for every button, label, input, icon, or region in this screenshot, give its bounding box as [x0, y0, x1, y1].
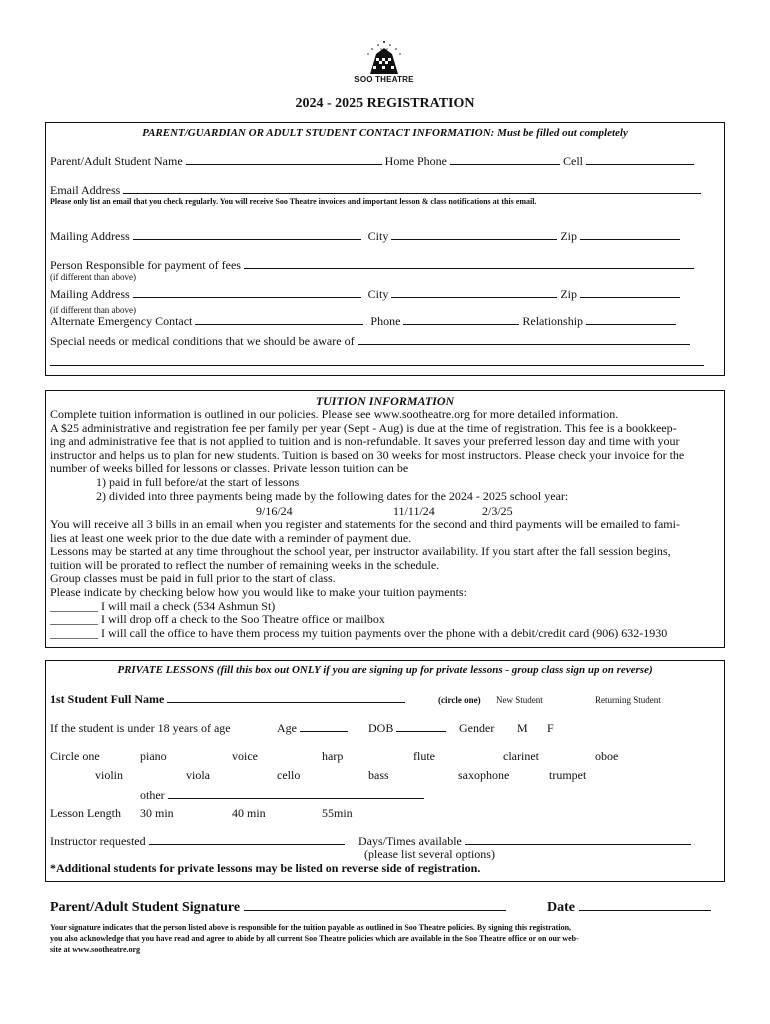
signature-field[interactable] — [244, 898, 506, 911]
logo-text: SOO THEATRE — [354, 75, 414, 84]
email-row — [50, 183, 701, 198]
email-field[interactable] — [123, 183, 701, 194]
instrument-saxophone[interactable]: saxophone — [458, 768, 510, 782]
tuition-line: lies at least one week prior to the due date with a reminder of payment due. — [50, 530, 412, 545]
due-date-2: 11/11/24 — [393, 504, 435, 518]
responsible-field[interactable] — [244, 258, 694, 269]
phone-field[interactable] — [403, 314, 519, 325]
name-field[interactable] — [186, 154, 382, 165]
under18-label: If the student is under 18 years of age — [50, 721, 231, 735]
tuition-line: Lessons may be started at any time throughout the school year, per instructor availability. If you start after the fall session begins, — [50, 544, 671, 559]
age-field[interactable] — [300, 721, 348, 732]
dob-row — [368, 721, 446, 736]
length-30[interactable]: 30 min — [140, 806, 174, 820]
signature-note-line: Your signature indicates that the person listed above is responsible for the tuition payable as outlined in Soo Theatre policies. By signing this registration, — [50, 923, 572, 932]
tuition-line: Complete tuition information is outlined in our policies. Please see www.sootheatre.org for more detailed information. — [50, 407, 619, 421]
instrument-oboe[interactable]: oboe — [595, 749, 619, 763]
instructor-label: Instructor requested — [50, 834, 146, 848]
emergency-field[interactable] — [195, 314, 363, 325]
tuition-line: number of weeks billed for lessons or classes. Private lesson tuition can be — [50, 461, 409, 476]
cell-label: Cell — [562, 154, 583, 168]
email-label: Email Address — [50, 183, 121, 197]
dob-label: DOB — [368, 721, 394, 735]
instrument-piano[interactable]: piano — [140, 749, 167, 763]
new-student-option[interactable]: New Student — [496, 695, 543, 705]
private-heading: PRIVATE LESSONS (fill this box out ONLY if you are signing up for private lessons - group class sign up on reverse) — [117, 664, 653, 676]
due-date-1: 9/16/24 — [256, 504, 293, 518]
soo-theatre-logo — [354, 40, 414, 88]
special-needs-row — [50, 334, 690, 349]
circle-one-label: (circle one) — [438, 695, 481, 705]
gender-f-option[interactable]: F — [547, 721, 554, 735]
gender-label: Gender — [459, 721, 495, 735]
tuition-line: tuition will be prorated to reflect the number of remaining weeks in the schedule. — [50, 557, 440, 572]
if-different-note-2: (if different than above) — [50, 305, 137, 315]
name-row — [50, 154, 694, 169]
date-field[interactable] — [579, 898, 711, 911]
days-label: Days/Times available — [358, 834, 462, 848]
special-needs-field[interactable] — [358, 334, 690, 345]
relationship-label: Relationship — [522, 314, 584, 328]
instrument-voice[interactable]: voice — [232, 749, 258, 763]
city-label: City — [367, 229, 389, 243]
instrument-trumpet[interactable]: trumpet — [549, 768, 587, 782]
payment-option-dropoff[interactable]: ________ I will drop off a check to the Soo Theatre office or mailbox — [50, 612, 385, 627]
instructor-field[interactable] — [149, 834, 345, 845]
dob-field[interactable] — [396, 721, 446, 732]
tuition-line: Please indicate by checking below how you would like to make your tuition payments: — [50, 584, 467, 599]
email-note: Please only list an email that you check regularly. You will receive Soo Theatre invoices and important lesson & class notifications at this email. — [50, 197, 537, 206]
instrument-harp[interactable]: harp — [322, 749, 344, 763]
emergency-row — [50, 314, 676, 329]
due-date-3: 2/3/25 — [482, 504, 513, 518]
other-row — [140, 788, 424, 803]
responsible-row — [50, 258, 694, 273]
student-name-label: 1st Student Full Name — [50, 692, 165, 706]
other-label: other — [140, 788, 165, 802]
name-label: Parent/Adult Student Name — [50, 154, 183, 168]
days-note: (please list several options) — [364, 847, 495, 861]
mailing-field[interactable] — [133, 229, 361, 240]
zip-label: Zip — [560, 229, 578, 243]
home-phone-field[interactable] — [450, 154, 560, 165]
age-label: Age — [277, 721, 297, 735]
gender-m-option[interactable]: M — [517, 721, 528, 735]
age-row — [277, 721, 348, 736]
mailing-label: Mailing Address — [50, 229, 130, 243]
instrument-flute[interactable]: flute — [413, 749, 435, 763]
relationship-field[interactable] — [586, 314, 676, 325]
zip-field[interactable] — [580, 229, 680, 240]
tuition-line: Group classes must be paid in full prior to the start of class. — [50, 571, 336, 586]
city2-label: City — [367, 287, 389, 301]
if-different-note: (if different than above) — [50, 272, 137, 282]
page-title: 2024 - 2025 REGISTRATION — [295, 96, 475, 111]
tuition-line: You will receive all 3 bills in an email when you register and statements for the second and third payments will be emailed to fami- — [50, 517, 680, 531]
responsible-label: Person Responsible for payment of fees — [50, 258, 241, 272]
date-row — [547, 898, 711, 916]
mailing2-row — [50, 287, 680, 302]
days-field[interactable] — [465, 834, 691, 845]
city-field[interactable] — [391, 229, 557, 240]
special-needs-label: Special needs or medical conditions that we should be aware of — [50, 334, 355, 348]
mailing-row — [50, 229, 680, 244]
tuition-option-1: 1) paid in full before/at the start of lessons — [96, 474, 300, 489]
date-label: Date — [547, 900, 575, 915]
instrument-violin[interactable]: violin — [95, 768, 124, 782]
tuition-line: A $25 administrative and registration fee per family per year (Sept - Aug) is due at the time of registration. This fee is a bookkeep- — [50, 420, 677, 435]
other-field[interactable] — [168, 788, 424, 799]
payment-option-mail[interactable]: ________ I will mail a check (534 Ashmun St) — [50, 598, 276, 613]
tuition-heading: TUITION INFORMATION — [315, 394, 455, 408]
signature-note-line: you also acknowledge that you have read and agree to abide by all current Soo Theatre policies which are available in the Soo Theatre office or on our web- — [50, 934, 579, 943]
cell-field[interactable] — [586, 154, 694, 165]
tuition-option-2: 2) divided into three payments being made by the following dates for the 2024 - 2025 school year: — [96, 488, 569, 503]
tuition-line: instructor and helps us to plan for new students. Tuition is based on 30 weeks for most instructors. Please check your invoice for the — [50, 447, 685, 462]
instrument-circle-label: Circle one — [50, 749, 100, 763]
signature-row — [50, 898, 506, 916]
city2-field[interactable] — [391, 287, 557, 298]
instrument-cello[interactable]: cello — [277, 768, 301, 782]
tuition-paragraph-1 — [50, 408, 684, 503]
returning-student-option[interactable]: Returning Student — [595, 695, 661, 705]
signature-label: Parent/Adult Student Signature — [50, 900, 241, 915]
home-phone-label: Home Phone — [384, 154, 447, 168]
student-name-field[interactable] — [167, 692, 405, 703]
lesson-length-label: Lesson Length — [50, 806, 121, 820]
zip2-label: Zip — [560, 287, 578, 301]
length-55[interactable]: 55min — [322, 806, 353, 820]
tuition-line: ing and administrative fee that is not applied to tuition and is non-refundable. It saves your preferred lesson day and time with your — [50, 434, 680, 449]
instrument-viola[interactable]: viola — [186, 768, 210, 782]
tuition-paragraph-2 — [50, 518, 680, 640]
instrument-bass[interactable]: bass — [368, 768, 389, 782]
instrument-clarinet[interactable]: clarinet — [503, 749, 539, 763]
zip2-field[interactable] — [580, 287, 680, 298]
phone-label: Phone — [370, 314, 401, 328]
student-name-row — [50, 692, 405, 707]
special-needs-line-2[interactable] — [50, 364, 704, 366]
contact-heading: PARENT/GUARDIAN OR ADULT STUDENT CONTACT INFORMATION: Must be filled out completely — [142, 127, 628, 139]
signature-note-line: site at www.sootheatre.org — [50, 945, 141, 954]
payment-option-phone[interactable]: ________ I will call the office to have them process my tuition payments over the phone with a debit/credit card (906) 632-1930 — [50, 625, 668, 640]
signature-note — [50, 922, 579, 955]
instructor-row — [50, 834, 345, 849]
length-40[interactable]: 40 min — [232, 806, 266, 820]
emergency-label: Alternate Emergency Contact — [50, 314, 193, 328]
additional-students-note: *Additional students for private lessons may be listed on reverse side of registration. — [50, 861, 481, 875]
mailing2-field[interactable] — [133, 287, 361, 298]
mailing2-label: Mailing Address — [50, 287, 130, 301]
